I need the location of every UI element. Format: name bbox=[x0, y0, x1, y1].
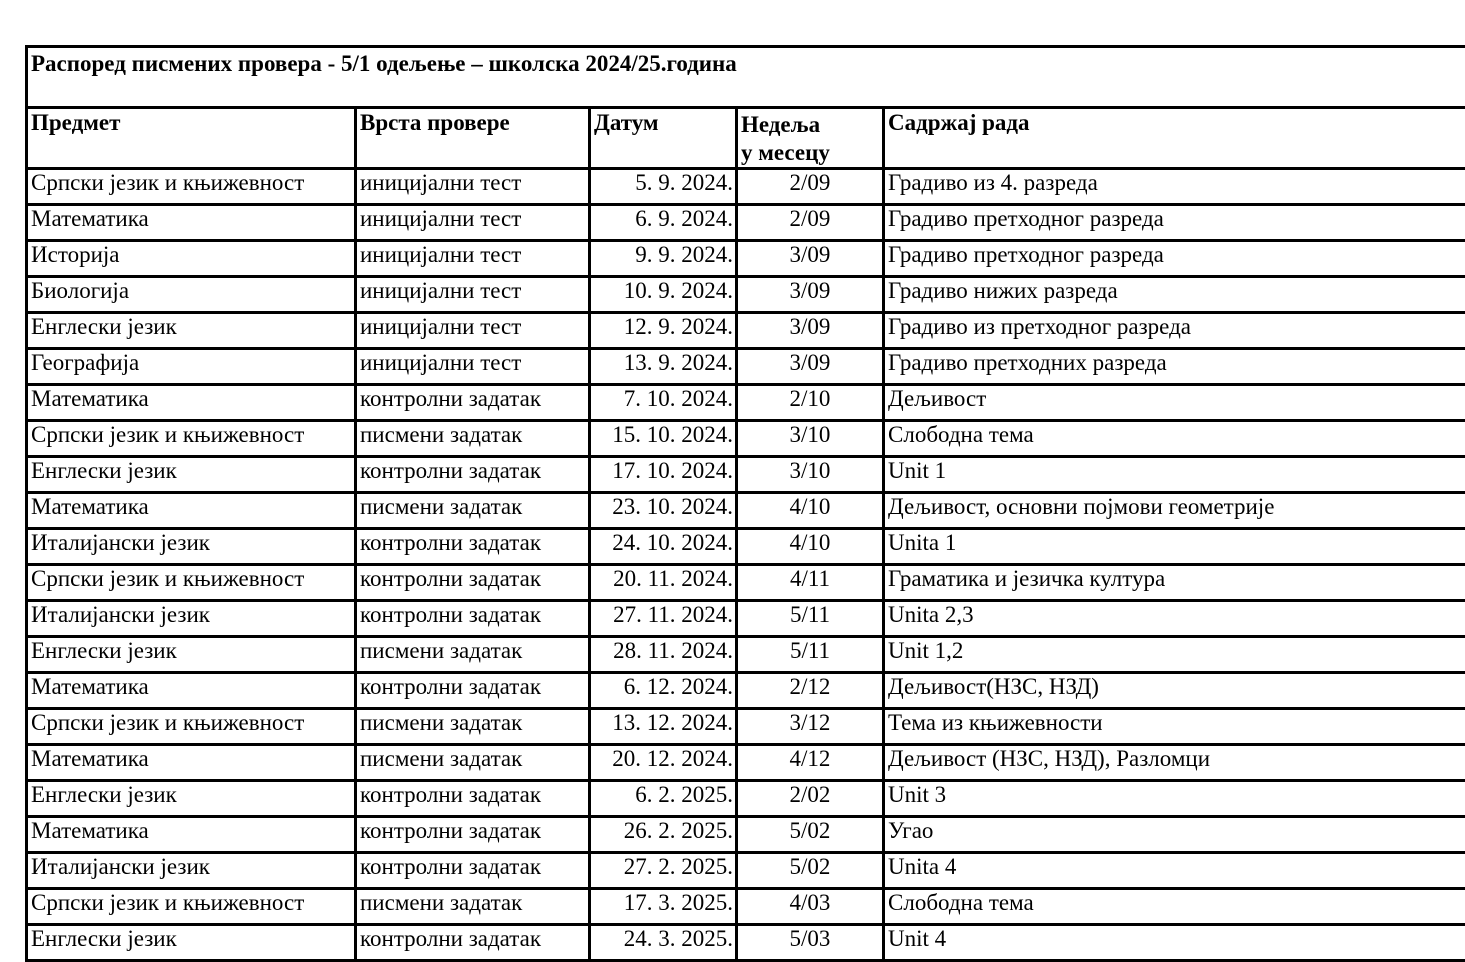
cell-subject: Енглески језик bbox=[27, 313, 356, 349]
table-row bbox=[27, 169, 1465, 205]
cell-week: 5/11 bbox=[737, 601, 884, 637]
cell-type: контролни задатак bbox=[356, 673, 590, 709]
header-content: Садржај рада bbox=[884, 108, 1465, 169]
cell-week: 4/10 bbox=[737, 493, 884, 529]
cell-date: 9. 9. 2024. bbox=[590, 241, 737, 277]
table-row bbox=[27, 853, 1465, 889]
cell-date: 6. 12. 2024. bbox=[590, 673, 737, 709]
cell-content: Unit 1 bbox=[884, 457, 1465, 493]
cell-date: 20. 12. 2024. bbox=[590, 745, 737, 781]
header-date: Датум bbox=[590, 108, 737, 169]
cell-type: иницијални тест bbox=[356, 349, 590, 385]
cell-week: 2/12 bbox=[737, 673, 884, 709]
cell-date: 17. 3. 2025. bbox=[590, 889, 737, 925]
cell-date: 12. 9. 2024. bbox=[590, 313, 737, 349]
cell-type: писмени задатак bbox=[356, 493, 590, 529]
table-row bbox=[27, 493, 1465, 529]
table-row bbox=[27, 241, 1465, 277]
cell-week: 4/03 bbox=[737, 889, 884, 925]
cell-content: Unit 4 bbox=[884, 925, 1465, 961]
cell-subject: Математика bbox=[27, 385, 356, 421]
cell-type: контролни задатак bbox=[356, 601, 590, 637]
cell-date: 15. 10. 2024. bbox=[590, 421, 737, 457]
cell-subject: Италијански језик bbox=[27, 853, 356, 889]
cell-date: 24. 10. 2024. bbox=[590, 529, 737, 565]
cell-subject: Енглески језик bbox=[27, 781, 356, 817]
cell-subject: Математика bbox=[27, 745, 356, 781]
cell-subject: Српски језик и књижевност bbox=[27, 169, 356, 205]
header-week-line2: у месецу bbox=[741, 140, 830, 165]
cell-subject: Српски језик и књижевност bbox=[27, 889, 356, 925]
cell-week: 3/09 bbox=[737, 313, 884, 349]
table-row bbox=[27, 349, 1465, 385]
table-row bbox=[27, 565, 1465, 601]
cell-type: контролни задатак bbox=[356, 817, 590, 853]
cell-date: 27. 2. 2025. bbox=[590, 853, 737, 889]
cell-week: 5/03 bbox=[737, 925, 884, 961]
cell-date: 10. 9. 2024. bbox=[590, 277, 737, 313]
cell-subject: Математика bbox=[27, 673, 356, 709]
cell-subject: Биологија bbox=[27, 277, 356, 313]
cell-type: контролни задатак bbox=[356, 529, 590, 565]
cell-type: иницијални тест bbox=[356, 205, 590, 241]
title-row bbox=[27, 47, 1465, 108]
cell-week: 3/10 bbox=[737, 421, 884, 457]
cell-week: 2/09 bbox=[737, 205, 884, 241]
cell-content: Дељивост, основни појмови геометрије bbox=[884, 493, 1465, 529]
cell-type: иницијални тест bbox=[356, 241, 590, 277]
cell-content: Градиво нижих разреда bbox=[884, 277, 1465, 313]
cell-week: 3/09 bbox=[737, 349, 884, 385]
header-week-line1: Недеља bbox=[741, 112, 820, 137]
table-body bbox=[27, 169, 1465, 961]
cell-date: 28. 11. 2024. bbox=[590, 637, 737, 673]
table-row bbox=[27, 421, 1465, 457]
cell-type: писмени задатак bbox=[356, 421, 590, 457]
cell-week: 2/09 bbox=[737, 169, 884, 205]
cell-type: писмени задатак bbox=[356, 889, 590, 925]
cell-subject: Српски језик и књижевност bbox=[27, 709, 356, 745]
cell-content: Градиво претходног разреда bbox=[884, 241, 1465, 277]
cell-week: 4/10 bbox=[737, 529, 884, 565]
table-row bbox=[27, 637, 1465, 673]
cell-date: 13. 12. 2024. bbox=[590, 709, 737, 745]
table-title: Распоред писмених провера - 5/1 одељење – школска 2024/25.година bbox=[27, 47, 1465, 108]
header-week bbox=[737, 108, 884, 169]
table-row bbox=[27, 889, 1465, 925]
table-row bbox=[27, 817, 1465, 853]
cell-date: 27. 11. 2024. bbox=[590, 601, 737, 637]
cell-subject: Италијански језик bbox=[27, 529, 356, 565]
cell-week: 5/02 bbox=[737, 817, 884, 853]
cell-subject: Енглески језик bbox=[27, 925, 356, 961]
table-row bbox=[27, 529, 1465, 565]
cell-content: Дељивост bbox=[884, 385, 1465, 421]
cell-content: Тема из књижевности bbox=[884, 709, 1465, 745]
cell-type: контролни задатак bbox=[356, 457, 590, 493]
cell-date: 23. 10. 2024. bbox=[590, 493, 737, 529]
cell-week: 2/02 bbox=[737, 781, 884, 817]
cell-date: 24. 3. 2025. bbox=[590, 925, 737, 961]
cell-week: 5/02 bbox=[737, 853, 884, 889]
cell-week: 5/11 bbox=[737, 637, 884, 673]
cell-week: 3/09 bbox=[737, 277, 884, 313]
cell-subject: Историја bbox=[27, 241, 356, 277]
table-row bbox=[27, 457, 1465, 493]
cell-subject: Математика bbox=[27, 493, 356, 529]
cell-type: контролни задатак bbox=[356, 781, 590, 817]
table-row bbox=[27, 673, 1465, 709]
cell-date: 20. 11. 2024. bbox=[590, 565, 737, 601]
cell-type: контролни задатак bbox=[356, 925, 590, 961]
cell-week: 4/12 bbox=[737, 745, 884, 781]
cell-type: писмени задатак bbox=[356, 637, 590, 673]
cell-content: Unita 1 bbox=[884, 529, 1465, 565]
cell-content: Дељивост(НЗС, НЗД) bbox=[884, 673, 1465, 709]
cell-type: писмени задатак bbox=[356, 745, 590, 781]
cell-content: Слободна тема bbox=[884, 889, 1465, 925]
cell-type: иницијални тест bbox=[356, 277, 590, 313]
cell-type: писмени задатак bbox=[356, 709, 590, 745]
table-row bbox=[27, 709, 1465, 745]
cell-type: контролни задатак bbox=[356, 565, 590, 601]
cell-week: 4/11 bbox=[737, 565, 884, 601]
cell-date: 26. 2. 2025. bbox=[590, 817, 737, 853]
schedule-table bbox=[25, 45, 1465, 962]
cell-week: 2/10 bbox=[737, 385, 884, 421]
cell-date: 7. 10. 2024. bbox=[590, 385, 737, 421]
cell-type: иницијални тест bbox=[356, 169, 590, 205]
cell-type: контролни задатак bbox=[356, 853, 590, 889]
cell-date: 6. 9. 2024. bbox=[590, 205, 737, 241]
cell-type: контролни задатак bbox=[356, 385, 590, 421]
table-row bbox=[27, 601, 1465, 637]
cell-date: 17. 10. 2024. bbox=[590, 457, 737, 493]
cell-content: Дељивост (НЗС, НЗД), Разломци bbox=[884, 745, 1465, 781]
table-row bbox=[27, 277, 1465, 313]
table-row bbox=[27, 781, 1465, 817]
header-subject: Предмет bbox=[27, 108, 356, 169]
cell-content: Угао bbox=[884, 817, 1465, 853]
cell-content: Градиво из претходног разреда bbox=[884, 313, 1465, 349]
cell-subject: Географија bbox=[27, 349, 356, 385]
cell-subject: Математика bbox=[27, 205, 356, 241]
cell-date: 6. 2. 2025. bbox=[590, 781, 737, 817]
cell-subject: Италијански језик bbox=[27, 601, 356, 637]
cell-content: Unit 3 bbox=[884, 781, 1465, 817]
cell-date: 5. 9. 2024. bbox=[590, 169, 737, 205]
cell-subject: Српски језик и књижевност bbox=[27, 421, 356, 457]
cell-content: Градиво претходних разреда bbox=[884, 349, 1465, 385]
cell-content: Unita 4 bbox=[884, 853, 1465, 889]
cell-week: 3/09 bbox=[737, 241, 884, 277]
cell-content: Unita 2,3 bbox=[884, 601, 1465, 637]
cell-subject: Математика bbox=[27, 817, 356, 853]
cell-content: Unit 1,2 bbox=[884, 637, 1465, 673]
cell-content: Градиво претходног разреда bbox=[884, 205, 1465, 241]
table-row bbox=[27, 205, 1465, 241]
cell-date: 13. 9. 2024. bbox=[590, 349, 737, 385]
cell-week: 3/10 bbox=[737, 457, 884, 493]
table-row bbox=[27, 745, 1465, 781]
cell-subject: Енглески језик bbox=[27, 457, 356, 493]
table-row bbox=[27, 313, 1465, 349]
cell-subject: Енглески језик bbox=[27, 637, 356, 673]
cell-week: 3/12 bbox=[737, 709, 884, 745]
cell-type: иницијални тест bbox=[356, 313, 590, 349]
cell-content: Граматика и језичка култура bbox=[884, 565, 1465, 601]
header-type: Врста провере bbox=[356, 108, 590, 169]
header-row bbox=[27, 108, 1465, 169]
cell-content: Слободна тема bbox=[884, 421, 1465, 457]
cell-content: Градиво из 4. разреда bbox=[884, 169, 1465, 205]
schedule-sheet bbox=[25, 45, 1465, 962]
table-row bbox=[27, 385, 1465, 421]
cell-subject: Српски језик и књижевност bbox=[27, 565, 356, 601]
